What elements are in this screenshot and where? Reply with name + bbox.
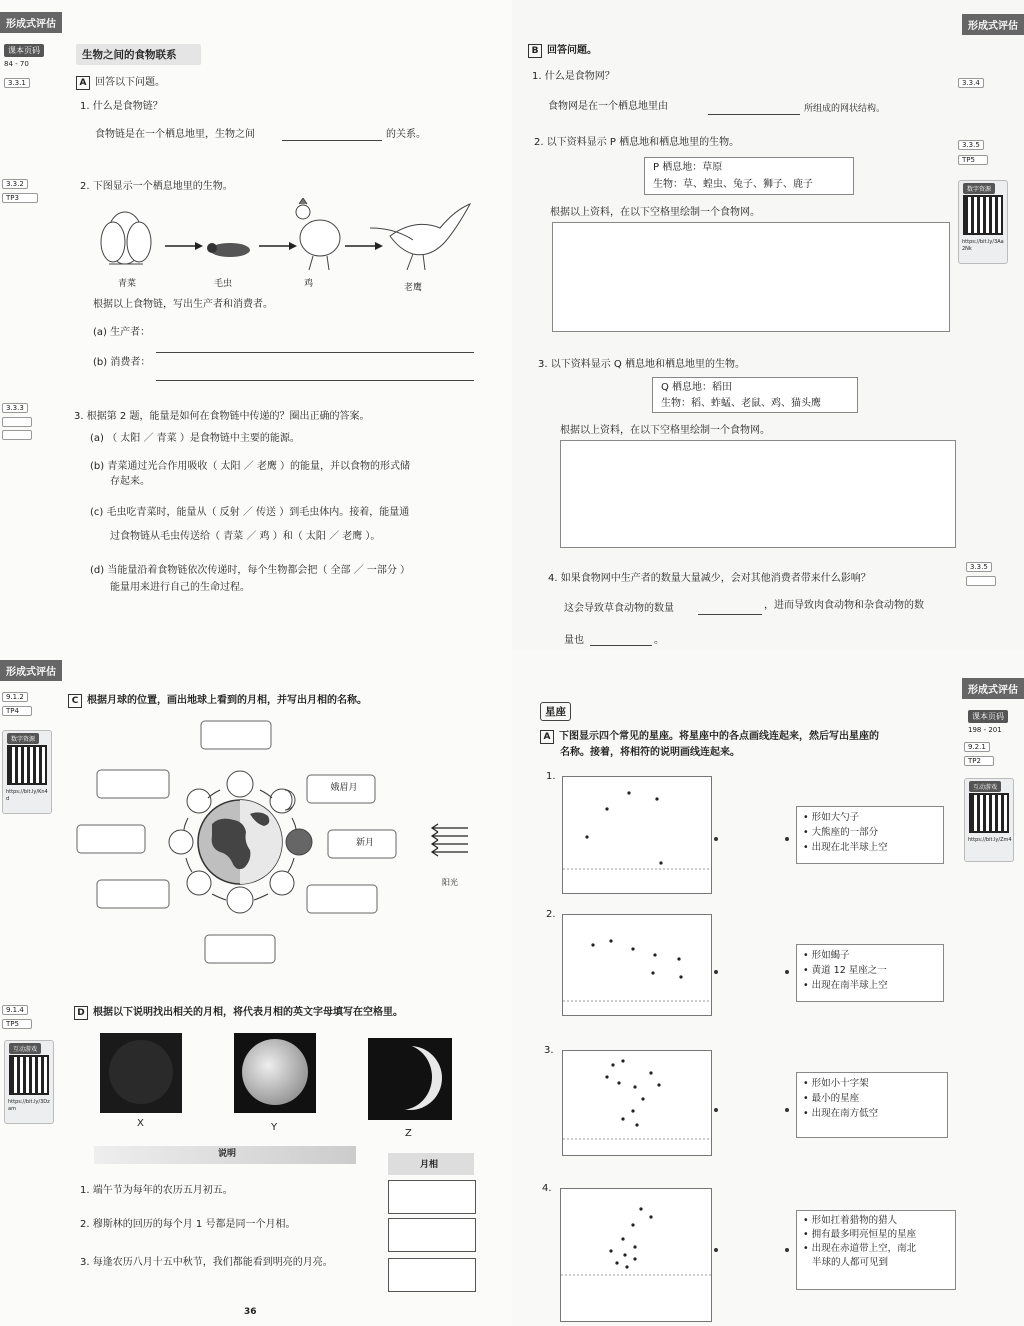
description-line: • 出现在北半球上空 — [803, 842, 888, 853]
question-1: 1. 什么是食物链？ — [80, 101, 163, 112]
q1-text-pre: 食物网是在一个栖息地里由 — [548, 101, 668, 112]
description-line: • 拥有最多明亮恒星的星座 — [803, 1229, 917, 1240]
question-2: 2. 以下资料显示 P 栖息地和栖息地里的生物。 — [534, 137, 740, 148]
q2a-label: (a) 生产者： — [93, 327, 151, 338]
standard-chip: 9.1.2 — [2, 692, 28, 702]
part-letter: A — [76, 76, 90, 90]
habitat-q-name: Q 栖息地：稻田 — [661, 382, 733, 393]
connector-dot[interactable] — [785, 970, 789, 974]
tp-chip: TP3 — [2, 193, 38, 203]
part-title: 根据以下说明找出相关的月相，将代表月相的英文字母填写在空格里。 — [93, 1007, 403, 1018]
q3c-line1: (c) 毛虫吃青菜时，能量从（ 反射 ／ 传送 ）到毛虫体内。接着，能量通 — [90, 507, 410, 518]
part-title: 根据月球的位置，画出地球上看到的月相，并写出月相的名称。 — [87, 695, 367, 706]
qr-code-icon[interactable] — [9, 1055, 49, 1095]
q1-text-pre: 食物链是在一个栖息地里，生物之间 — [95, 129, 255, 140]
qr-url: https://bit.ly/Kn4d — [6, 789, 48, 802]
q4-answer-line-1[interactable] — [698, 614, 762, 615]
q4-answer-line-2[interactable] — [590, 645, 652, 646]
consumer-answer-line[interactable] — [156, 380, 474, 381]
q1-text-post: 的关系。 — [386, 129, 426, 140]
part-title-line1: 下图显示四个常见的星座。将星座中的各点画线连起来，然后写出星座的 — [559, 731, 879, 742]
connector-dot[interactable] — [714, 970, 718, 974]
q4-line1-pre: 这会导致草食动物的数量 — [564, 603, 674, 614]
description-box-4 — [796, 1210, 956, 1290]
tp-chip-blank — [2, 417, 32, 427]
connector-dot[interactable] — [714, 1108, 718, 1112]
moon-photo-y — [234, 1033, 316, 1113]
producer-answer-line[interactable] — [156, 352, 474, 353]
phase-answer-cell-3[interactable] — [388, 1258, 476, 1292]
connector-dot[interactable] — [714, 1248, 718, 1252]
part-b-heading — [528, 44, 597, 58]
qr-label: 数字资源 — [963, 183, 995, 194]
section-title: 生物之间的食物联系 — [76, 44, 201, 65]
q4-line1-post: ，进而导致肉食动物和杂食动物的数 — [764, 600, 924, 611]
food-web-p-drawing-area[interactable] — [552, 222, 950, 332]
answer-box — [201, 721, 271, 749]
tp-chip: TP4 — [2, 706, 32, 716]
description-line: 半球的人都可见到 — [812, 1257, 889, 1268]
label-sunlight: 阳光 — [442, 878, 458, 887]
page-top-right — [512, 0, 1024, 650]
part-c-heading — [68, 694, 367, 708]
tp-chip: TP5 — [2, 1019, 32, 1029]
page-bottom-left — [0, 650, 512, 1326]
vegetable-icon — [101, 212, 151, 264]
d-statement-3: 3. 每逢农历八月十五中秋节，我们都能看到明亮的月亮。 — [80, 1257, 333, 1268]
tp-chip-blank — [966, 576, 996, 586]
chain-label: 鸡 — [304, 279, 314, 289]
qr-card[interactable] — [2, 730, 52, 814]
moon-label-x: X — [137, 1118, 144, 1129]
tp-chip-blank — [2, 430, 32, 440]
question-2: 2. 下图显示一个栖息地里的生物。 — [80, 181, 233, 192]
eagle-icon — [370, 204, 470, 270]
q2b-label: (b) 消费者： — [93, 357, 151, 368]
section-title: 星座 — [540, 702, 571, 721]
description-line: • 形如蝎子 — [803, 950, 850, 961]
q3b-line2: 存起来。 — [110, 476, 150, 487]
chain-label: 青菜 — [118, 279, 137, 289]
habitat-p-organisms: 生物：草、蝗虫、兔子、狮子、鹿子 — [653, 179, 813, 190]
food-web-q-drawing-area[interactable] — [560, 440, 956, 548]
question-4: 4. 如果食物网中生产者的数量大量减少，会对其他消费者带来什么影响？ — [548, 573, 871, 584]
part-letter: C — [68, 694, 82, 708]
constellation-panel-1[interactable] — [562, 776, 712, 894]
part-a-heading — [540, 730, 879, 744]
description-line: • 形如大勺子 — [803, 812, 860, 823]
q3d-line1: (d) 当能量沿着食物链依次传递时，每个生物都会把（ 全部 ／ 一部分 ） — [90, 565, 411, 576]
q3d-line2: 能量用来进行自己的生命过程。 — [110, 582, 250, 593]
desc-header-label: 说明 — [218, 1149, 237, 1159]
constellation-dots — [563, 777, 711, 893]
qr-card[interactable] — [958, 180, 1008, 264]
assessment-band: 形成式评估 — [0, 12, 62, 33]
question-3: 3. 根据第 2 题，能量是如何在食物链中传递的？圈出正确的答案。 — [74, 411, 370, 422]
qr-url: https://bit.ly/3Dzam — [8, 1099, 50, 1112]
description-line: • 出现在赤道带上空，南北 — [803, 1243, 917, 1254]
description-line: • 形如小十字架 — [803, 1078, 869, 1089]
phase-answer-cell-2[interactable] — [388, 1218, 476, 1252]
answer-box — [205, 935, 275, 963]
description-line: • 黄道 12 星座之一 — [803, 965, 887, 976]
part-title: 回答以下问题。 — [95, 77, 165, 88]
q2-note: 根据以上食物链，写出生产者和消费者。 — [93, 299, 273, 310]
standard-chip: 3.3.4 — [958, 78, 984, 88]
textbook-page-tag: 课本页码 — [968, 710, 1008, 723]
moon-photo-x — [100, 1033, 182, 1113]
answer-box — [307, 885, 377, 913]
description-line: • 大熊座的一部分 — [803, 827, 879, 838]
qr-url: https://bit.ly/Zm4 — [968, 837, 1012, 843]
part-letter: D — [74, 1006, 88, 1020]
constellation-dots — [563, 915, 711, 1015]
label-new-moon: 新月 — [355, 838, 374, 848]
phase-header-label: 月相 — [420, 1160, 439, 1170]
connector-dot[interactable] — [714, 837, 718, 841]
part-title-line2: 名称。接着，将相符的说明画线连起来。 — [560, 747, 740, 758]
constellation-panel-4[interactable] — [560, 1188, 712, 1322]
part-a-heading — [76, 76, 165, 90]
description-box-1 — [796, 806, 944, 864]
item-number: 2. — [546, 909, 556, 920]
standard-chip: 3.3.3 — [2, 403, 28, 413]
moon-phase-diagram — [70, 720, 480, 970]
chain-label: 老鹰 — [404, 283, 423, 293]
description-line: • 出现在南半球上空 — [803, 980, 888, 991]
q4-line2-pre: 量也 — [564, 635, 584, 646]
part-d-heading — [74, 1006, 403, 1020]
part-letter: A — [540, 730, 554, 744]
q1-answer-line[interactable] — [282, 140, 382, 141]
standard-chip: 3.3.5 — [958, 140, 984, 150]
qr-url: https://bit.ly/3Aa2Nk — [962, 239, 1004, 252]
tp-chip: TP5 — [958, 155, 988, 165]
description-box-2 — [796, 944, 944, 1002]
description-box-3 — [796, 1072, 948, 1138]
moon-photo-z — [368, 1038, 452, 1120]
page-number: 36 — [244, 1307, 257, 1317]
connector-dot[interactable] — [785, 837, 789, 841]
description-line: • 最小的星座 — [803, 1093, 860, 1104]
qr-code-icon[interactable] — [7, 745, 47, 785]
answer-box — [77, 825, 145, 853]
connector-dot[interactable] — [785, 1248, 789, 1252]
standard-chip: 9.2.1 — [964, 742, 990, 752]
habitat-q-info — [652, 377, 858, 413]
phase-answer-cell-1[interactable] — [388, 1180, 476, 1214]
constellation-dots — [563, 1051, 711, 1155]
q3-note: 根据以上资料，在以下空格里绘制一个食物网。 — [560, 425, 770, 436]
moon-label-z: Z — [405, 1128, 412, 1139]
q2-note: 根据以上资料，在以下空格里绘制一个食物网。 — [550, 207, 760, 218]
page-top-left — [0, 0, 512, 650]
qr-label: 互动游戏 — [9, 1043, 41, 1054]
tp-chip: TP2 — [964, 756, 994, 766]
habitat-q-organisms: 生物：稻、蚱蜢、老鼠、鸡、猫头鹰 — [661, 398, 821, 409]
page-bottom-right — [512, 650, 1024, 1326]
textbook-page-tag: 课本页码 — [4, 44, 44, 57]
moon-label-y: Y — [271, 1122, 278, 1133]
q1-answer-line[interactable] — [708, 114, 800, 115]
standard-chip: 3.3.2 — [2, 179, 28, 189]
item-number: 1. — [546, 771, 556, 782]
habitat-p-name: P 栖息地：草原 — [653, 162, 723, 173]
food-chain-illustration — [95, 198, 475, 278]
d-statement-1: 1. 端午节为每年的农历五月初五。 — [80, 1185, 233, 1196]
constellation-panel-2[interactable] — [562, 914, 712, 1016]
label-waning-crescent: 娥眉月 — [330, 783, 358, 793]
chicken-icon — [296, 198, 340, 270]
assessment-band: 形成式评估 — [0, 660, 62, 681]
item-number: 3. — [544, 1045, 554, 1056]
q3c-line2: 过食物链从毛虫传送给（ 青菜 ／ 鸡 ）和（ 太阳 ／ 老鹰 ）。 — [110, 531, 381, 542]
qr-card[interactable] — [964, 778, 1014, 862]
standard-chip: 9.1.4 — [2, 1005, 28, 1015]
question-3: 3. 以下资料显示 Q 栖息地和栖息地里的生物。 — [538, 359, 745, 370]
part-title: 回答问题。 — [547, 45, 597, 56]
description-line: • 形如扛着猎物的猎人 — [803, 1215, 898, 1226]
standard-chip: 3.3.1 — [4, 78, 30, 88]
d-statement-2: 2. 穆斯林的回历的每个月 1 号都是同一个月相。 — [80, 1219, 296, 1230]
constellation-panel-3[interactable] — [562, 1050, 712, 1156]
q3b-line1: (b) 青菜通过光合作用吸收（ 太阳 ／ 老鹰 ）的能量，并以食物的形式储 — [90, 461, 411, 472]
q3a: (a) （ 太阳 ／ 青菜 ）是食物链中主要的能源。 — [90, 433, 300, 444]
assessment-band: 形成式评估 — [962, 678, 1024, 699]
q4-line2-post: 。 — [654, 635, 664, 646]
q1-text-post: 所组成的网状结构。 — [804, 104, 886, 114]
phase-header — [388, 1153, 474, 1175]
standard-chip: 3.3.5 — [966, 562, 992, 572]
qr-code-icon[interactable] — [969, 793, 1009, 833]
answer-box — [97, 880, 169, 908]
assessment-band: 形成式评估 — [962, 14, 1024, 35]
qr-card[interactable] — [4, 1040, 54, 1124]
item-number: 4. — [542, 1183, 552, 1194]
textbook-page-range: 84 - 70 — [4, 60, 29, 68]
sunlight-arrows — [432, 824, 468, 856]
caterpillar-icon — [207, 243, 250, 257]
textbook-page-range: 198 - 201 — [968, 726, 1002, 734]
description-line: • 出现在南方低空 — [803, 1108, 879, 1119]
habitat-p-info — [644, 157, 854, 195]
qr-label: 互动游戏 — [969, 781, 1001, 792]
constellation-dots — [561, 1189, 711, 1321]
part-letter: B — [528, 44, 542, 58]
question-1: 1. 什么是食物网？ — [532, 71, 615, 82]
earth-icon — [198, 800, 282, 884]
answer-box — [97, 770, 169, 798]
connector-dot[interactable] — [785, 1108, 789, 1112]
qr-label: 数字资源 — [7, 733, 39, 744]
chain-label: 毛虫 — [214, 279, 233, 289]
qr-code-icon[interactable] — [963, 195, 1003, 235]
desc-header — [94, 1146, 356, 1164]
